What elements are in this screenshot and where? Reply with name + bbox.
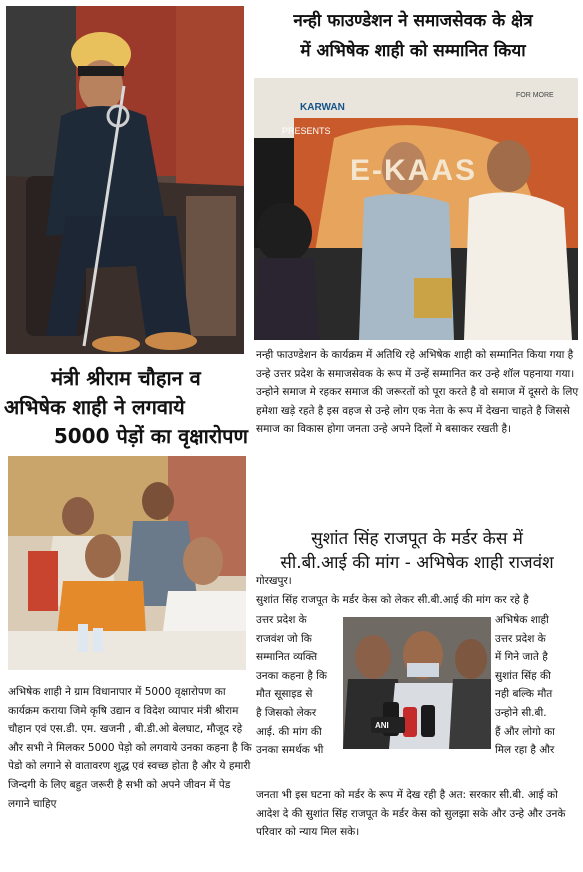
story-ngo-award-text: नन्ही फाउण्डेशन के कार्यक्रम में अतिथि रहे अभिषेक शाही को सम्मानित किया गया है उन्हे उत्तर प्रदेश के समाजसेवक के रूप में उन्हें सम्मानित कर उन्हे शॉल पहनाया गया। उन्होने समाज मे रहकर समाज की जरूरतों को पूरा करते है वो समाज में दूसरो के लिए हमेशा खड़े रहते है इस वहज से उन्हे लोग एक नेता के रूप में देखना चाहते है जिससे समाज का विकास होगा जनता उन्हे अपने दिलों मे बसाकर रखती है। — [256, 349, 579, 436]
story-cbi-left-line: उनका समर्थक भी — [256, 744, 324, 757]
story-cbi-left-line: मौत सूसाइड से — [256, 688, 313, 701]
story-cbi-intro — [256, 572, 580, 609]
plantation-meeting-photo — [8, 456, 246, 670]
portrait-photo-art — [6, 6, 244, 354]
story-cbi-left-line: आई. की मांग की — [256, 725, 322, 738]
headline-ngo-award-line-1: नन्ही फाउण्डेशन ने समाजसेवक के क्षेत्र — [293, 11, 533, 31]
headline-cbi-demand-line-2: सी.बी.आई की मांग - अभिषेक शाही राजवंश — [280, 553, 554, 573]
press-interview-photo — [343, 617, 491, 749]
story-cbi-right-line: उन्होने सी.बी. — [495, 706, 547, 719]
story-cbi-dateline: गोरखपुर। — [256, 575, 292, 587]
stage-brand-logo: KARWAN — [300, 102, 345, 113]
story-cbi-left-line: उत्तर प्रदेश के — [256, 614, 307, 626]
story-cbi-right-line: अभिषेक शाही — [495, 614, 549, 626]
stage-show-title: E-KAAS — [350, 154, 478, 187]
headline-tree-plantation-line-2: अभिषेक शाही ने लगवाये — [4, 395, 185, 419]
story-cbi-outro: जनता भी इस घटना को मर्डर के रूप में देख रही है अत: सरकार सी.बी. आई को आदेश दे की सुशांत सिंह राजपूत के मर्डर केस को सुलझा सके और उन्हे और उनके परिवार को न्याय मिल सके। — [256, 789, 566, 839]
ani-mic-label: ANI — [375, 721, 389, 730]
story-cbi-left-column — [256, 611, 342, 760]
story-cbi-left-line: उनका कहना है कि — [256, 669, 327, 682]
headline-tree-plantation — [4, 364, 248, 451]
headline-tree-plantation-line-1: मंत्री श्रीराम चौहान व — [51, 366, 201, 390]
story-tree-plantation-text: अभिषेक शाही ने ग्राम विधानापार में 5000 वृक्षारोपण का कार्यक्रम कराया जिमे कृषि उद्यान व विदेश व्यापार मंत्री श्रीराम चौहान एवं एस.डी. एम. खजनी , बी.डी.ओ बेलघाट, मौजूद रहे और सभी ने मिलकर 5000 पेड़ो को लगवाये उनका कहना है कि पेडो को लगाने से वातावरण शुद्ध एवं स्वच्छ होता है और ये हमारी जिन्दगी के लिए बहुत जरूरी है सभी को अपने जीवन में पेड लगाने चाहिए — [8, 686, 252, 810]
headline-cbi-demand — [254, 527, 580, 575]
story-cbi-left-line: सम्मानित व्यक्ति — [256, 651, 318, 664]
story-cbi-right-line: मिल रहा है और — [495, 744, 555, 757]
story-cbi-left-line: राजवंश जो कि — [256, 632, 312, 645]
stage-for-more-text: FOR MORE — [516, 92, 554, 99]
award-stage-photo — [254, 78, 578, 340]
story-cbi-right-line: नही बल्कि मौत — [495, 688, 553, 701]
press-interview-photo-art — [343, 617, 491, 749]
stage-presents-text: PRESENTS — [282, 126, 331, 136]
headline-ngo-award-line-2: में अभिषेक शाही को सम्मानित किया — [300, 41, 526, 61]
headline-ngo-award — [248, 6, 578, 66]
story-cbi-right-line: उत्तर प्रदेश के — [495, 632, 546, 645]
story-cbi-right-column — [495, 611, 580, 760]
headline-cbi-demand-line-1: सुशांत सिंह राजपूत के मर्डर केस में — [311, 529, 523, 549]
story-cbi-right-line: में गिने जाते है — [495, 651, 548, 664]
headline-tree-plantation-line-3: 5000 पेड़ों का वृक्षारोपण — [53, 424, 248, 448]
portrait-photo — [6, 6, 244, 354]
story-cbi-right-line: सुशांत सिंह की — [495, 669, 551, 682]
story-cbi-left-line: है जिसको लेकर — [256, 706, 317, 719]
plantation-meeting-photo-art — [8, 456, 246, 670]
award-stage-photo-art — [254, 78, 578, 340]
story-cbi-right-line: हैं और लोगो का — [495, 725, 555, 738]
story-cbi-intro-line: सुशांत सिंह राजपूत के मर्डर केस को लेकर सी.बी.आई की मांग कर रहे है — [256, 593, 529, 606]
